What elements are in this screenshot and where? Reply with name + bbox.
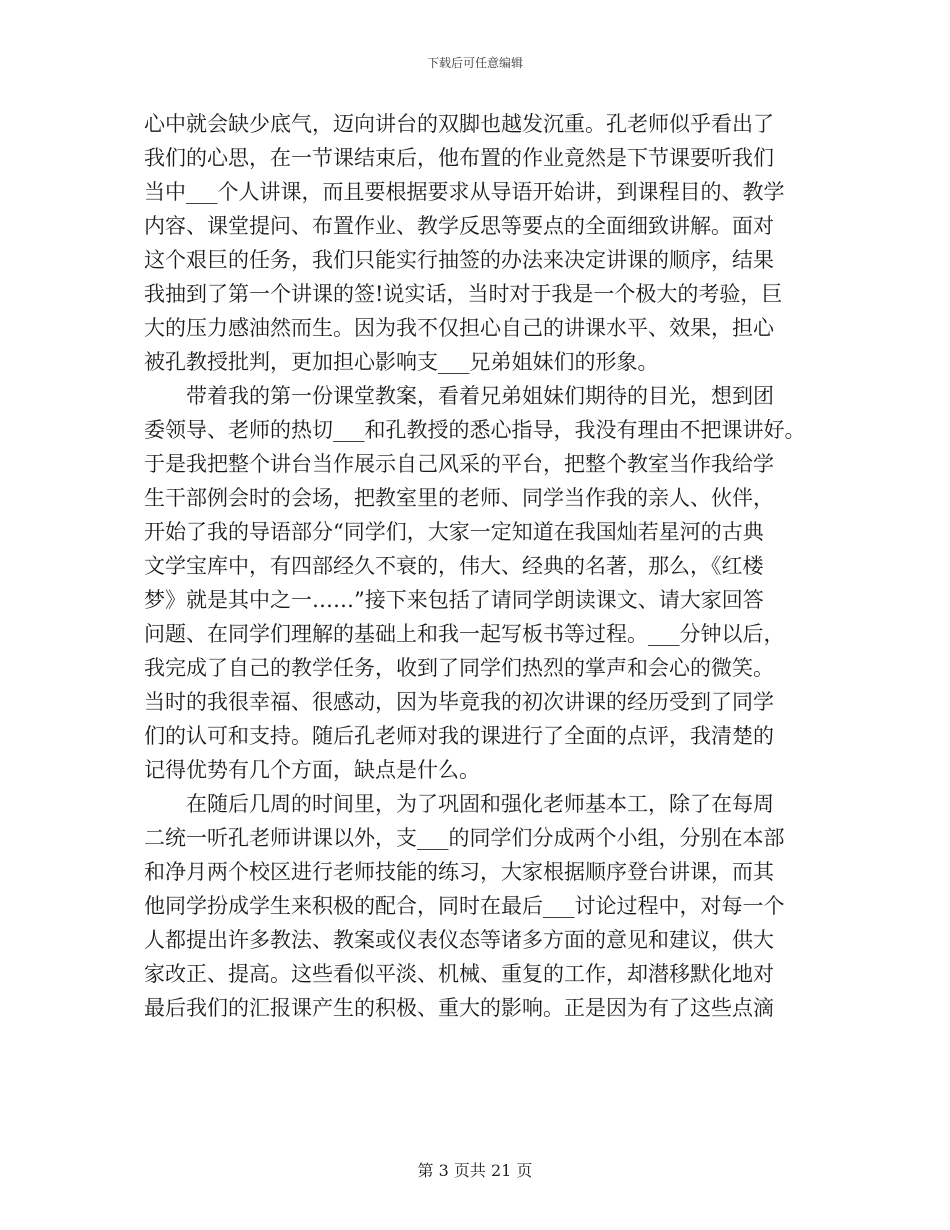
text-line: 文学宝库中，有四部经久不衰的，伟大、经典的名著，那么，《红楼: [144, 554, 764, 578]
text-line: 这个艰巨的任务，我们只能实行抽签的办法来决定讲课的顺序，结果: [144, 248, 774, 272]
page-number-footer: 第 3 页共 21 页: [417, 1161, 533, 1180]
paragraph-start-line: 在随后几周的时间里，为了巩固和强化老师基本工，除了在每周: [186, 792, 774, 816]
text-line: 最后我们的汇报课产生的积极、重大的影响。正是因为有了这些点滴: [144, 996, 774, 1020]
text-line: 梦》就是其中之一……”接下来包括了请同学朗读课文、请大家回答: [144, 588, 764, 612]
text-line: 开始了我的导语部分“同学们，大家一定知道在我国灿若星河的古典: [144, 520, 764, 544]
text-line: 们的认可和支持。随后孔老师对我的课进行了全面的点评，我清楚的: [144, 724, 774, 748]
text-line: 记得优势有几个方面，缺点是什么。: [144, 758, 480, 782]
text-line: 心中就会缺少底气，迈向讲台的双脚也越发沉重。孔老师似乎看出了: [144, 112, 774, 136]
text-line: 于是我把整个讲台当作展示自己风采的平台，把整个教室当作我给学: [144, 452, 774, 476]
document-body: [144, 110, 824, 1028]
text-line: 大的压力感油然而生。因为我不仅担心自己的讲课水平、效果，担心: [144, 316, 774, 340]
text-line: 我抽到了第一个讲课的签!说实话，当时对于我是一个极大的考验，巨: [144, 282, 783, 306]
text-line: 家改正、提高。这些看似平淡、机械、重复的工作，却潜移默化地对: [144, 962, 774, 986]
text-line: 我们的心思，在一节课结束后，他布置的作业竟然是下节课要听我们: [144, 146, 774, 170]
paragraph-start-line: 带着我的第一份课堂教案，看着兄弟姐妹们期待的目光，想到团: [186, 384, 774, 408]
text-line: 生干部例会时的会场，把教室里的老师、同学当作我的亲人、伙伴，: [144, 486, 774, 510]
text-line: 二统一听孔老师讲课以外，支___的同学们分成两个小组，分别在本部: [144, 826, 785, 850]
text-line: 人都提出许多教法、教案或仪表仪态等诸多方面的意见和建议，供大: [144, 928, 774, 952]
page-header: 下载后可任意编辑: [426, 56, 523, 70]
text-line: 和净月两个校区进行老师技能的练习，大家根据顺序登台讲课，而其: [144, 860, 774, 884]
text-line: 当中___个人讲课，而且要根据要求从导语开始讲，到课程目的、教学: [144, 180, 785, 204]
text-line: 被孔教授批判，更加担心影响支___兄弟姐妹们的形象。: [144, 350, 659, 374]
text-line: 我完成了自己的教学任务，收到了同学们热烈的掌声和会心的微笑。: [144, 656, 774, 680]
text-line: 他同学扮成学生来积极的配合，同时在最后___讨论过程中，对每一个: [144, 894, 785, 918]
text-line: 内容、课堂提问、布置作业、教学反思等要点的全面细致讲解。面对: [144, 214, 774, 238]
text-line: 当时的我很幸福、很感动，因为毕竟我的初次讲课的经历受到了同学: [144, 690, 774, 714]
text-line: 问题、在同学们理解的基础上和我一起写板书等过程。___分钟以后，: [144, 622, 785, 646]
text-line: 委领导、老师的热切___和孔教授的悉心指导，我没有理由不把课讲好。: [144, 418, 806, 442]
